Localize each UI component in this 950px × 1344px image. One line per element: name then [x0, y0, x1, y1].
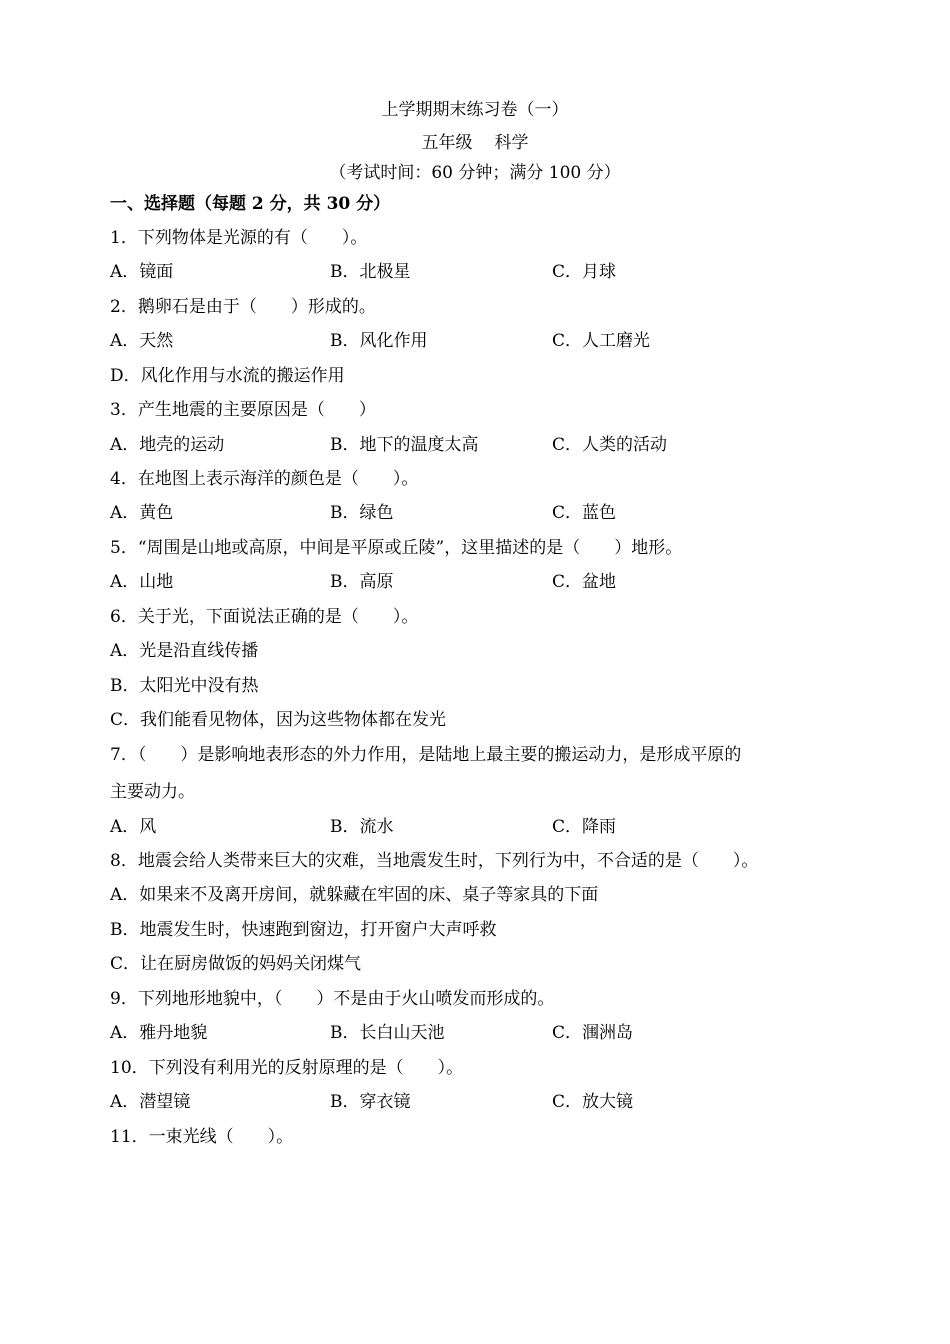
- q2-option-c: C．人工磨光: [552, 331, 651, 351]
- question-8: 8．地震会给人类带来巨大的灾难，当地震发生时，下列行为中，不合适的是（ ）。: [110, 851, 759, 871]
- q6-option-a: A．光是沿直线传播: [110, 641, 259, 661]
- q9-option-c: C．涠洲岛: [552, 1023, 634, 1043]
- question-2: 2．鹅卵石是由于（ ）形成的。: [110, 297, 376, 317]
- q8-option-a: A．如果来不及离开房间，就躲藏在牢固的床、桌子等家具的下面: [110, 885, 599, 905]
- q7-option-b: B．流水: [330, 817, 394, 837]
- section-heading: 一、选择题（每题 2 分，共 30 分）: [110, 194, 391, 214]
- question-6: 6．关于光，下面说法正确的是（ ）。: [110, 607, 419, 627]
- q7-option-a: A．风: [110, 817, 157, 837]
- q4-option-b: B．绿色: [330, 503, 394, 523]
- question-3: 3．产生地震的主要原因是（ ）: [110, 400, 376, 420]
- question-1: 1．下列物体是光源的有（ ）。: [110, 228, 368, 248]
- q2-option-d: D．风化作用与水流的搬运作用: [110, 366, 345, 386]
- question-5: 5．“周围是山地或高原，中间是平原或丘陵”，这里描述的是（ ）地形。: [110, 538, 683, 558]
- q10-option-c: C．放大镜: [552, 1092, 634, 1112]
- q9-option-b: B．长白山天池: [330, 1023, 445, 1043]
- q6-option-c: C．我们能看见物体，因为这些物体都在发光: [110, 710, 447, 730]
- q8-option-c: C．让在厨房做饭的妈妈关闭煤气: [110, 954, 362, 974]
- question-7-line-1: 7．（ ）是影响地表形态的外力作用，是陆地上最主要的搬运动力，是形成平原的: [110, 745, 742, 765]
- q1-option-b: B．北极星: [330, 262, 411, 282]
- question-11: 11．一束光线（ ）。: [110, 1127, 294, 1147]
- q7-option-c: C．降雨: [552, 817, 617, 837]
- exam-info: （考试时间：60 分钟；满分 100 分）: [329, 163, 621, 183]
- exam-title: 上学期期末练习卷（一）: [381, 100, 569, 120]
- q4-option-c: C．蓝色: [552, 503, 617, 523]
- question-9: 9．下列地形地貌中，（ ）不是由于火山喷发而形成的。: [110, 989, 555, 1009]
- q2-option-b: B．风化作用: [330, 331, 428, 351]
- q4-option-a: A．黄色: [110, 503, 174, 523]
- question-7-line-2: 主要动力。: [110, 782, 195, 802]
- q3-option-b: B．地下的温度太高: [330, 435, 479, 455]
- q5-option-a: A．山地: [110, 572, 174, 592]
- q8-option-b: B．地震发生时，快速跑到窗边，打开窗户大声呼救: [110, 920, 497, 940]
- q1-option-c: C．月球: [552, 262, 617, 282]
- q6-option-b: B．太阳光中没有热: [110, 676, 259, 696]
- q1-option-a: A．镜面: [110, 262, 174, 282]
- question-4: 4．在地图上表示海洋的颜色是（ ）。: [110, 469, 419, 489]
- q10-option-b: B．穿衣镜: [330, 1092, 411, 1112]
- exam-subtitle: [0, 131, 950, 155]
- grade-label: 五年级: [421, 133, 473, 153]
- question-10: 10．下列没有利用光的反射原理的是（ ）。: [110, 1058, 464, 1078]
- q10-option-a: A．潜望镜: [110, 1092, 191, 1112]
- q3-option-a: A．地壳的运动: [110, 435, 225, 455]
- q5-option-b: B．高原: [330, 572, 394, 592]
- subject-label: 科学: [494, 133, 529, 153]
- q3-option-c: C．人类的活动: [552, 435, 668, 455]
- q2-option-a: A．天然: [110, 331, 174, 351]
- q9-option-a: A．雅丹地貌: [110, 1023, 208, 1043]
- q5-option-c: C．盆地: [552, 572, 617, 592]
